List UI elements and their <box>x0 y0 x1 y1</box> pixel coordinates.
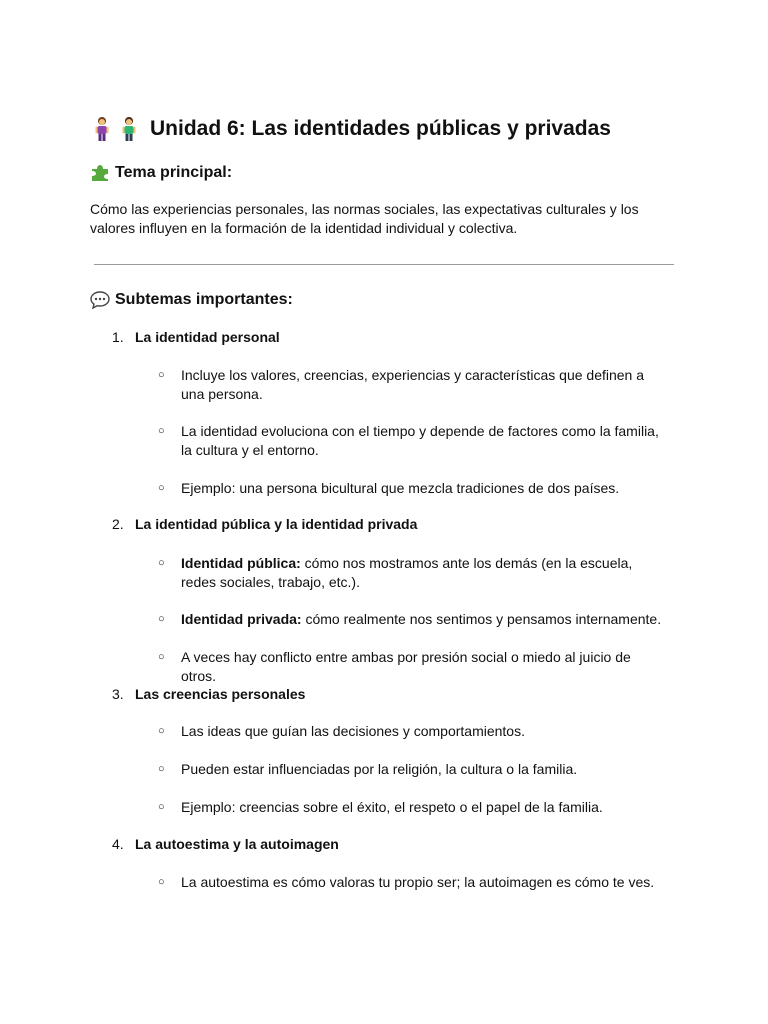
bullet-item <box>158 366 668 404</box>
tema-heading <box>90 162 232 184</box>
bullet-item <box>158 760 668 779</box>
bullet-marker: ○ <box>158 725 165 737</box>
subtemas-heading <box>90 289 293 311</box>
list-item-4 <box>112 835 339 854</box>
bullet-text: Ejemplo: una persona bicultural que mezcla tradiciones de dos países. <box>181 480 620 496</box>
bullet-text: La autoestima es cómo valoras tu propio ser; la autoimagen es cómo te ves. <box>181 874 655 890</box>
page-title-text: Unidad 6: Las identidades públicas y privadas <box>150 117 611 140</box>
horizontal-divider <box>94 264 674 265</box>
list-item-label: La identidad personal <box>135 329 280 345</box>
bullet-bold-term: Identidad privada: <box>181 611 302 627</box>
bullet-marker: ○ <box>158 425 165 437</box>
speech-bubble-icon <box>90 290 110 310</box>
bullet-text: La identidad evoluciona con el tiempo y depende de factores como la familia, la cultura y el entorno. <box>181 423 659 458</box>
bullet-marker: ○ <box>158 557 165 569</box>
page-title <box>90 114 611 144</box>
bullet-item <box>158 873 668 892</box>
bullet-item <box>158 722 668 741</box>
bullet-text: A veces hay conflicto entre ambas por presión social o miedo al juicio de otros. <box>181 649 631 684</box>
list-item-label: Las creencias personales <box>135 686 306 702</box>
bullet-text: Ejemplo: creencias sobre el éxito, el respeto o el papel de la familia. <box>181 799 603 815</box>
bullet-bold-term: Identidad pública: <box>181 555 301 571</box>
bullet-marker: ○ <box>158 369 165 381</box>
list-item-label: La identidad pública y la identidad privada <box>135 516 418 532</box>
list-number: 3. <box>112 686 124 702</box>
bullet-item <box>158 422 668 460</box>
bullet-text <box>181 554 668 592</box>
bullet-marker: ○ <box>158 801 165 813</box>
bullet-item <box>158 798 668 817</box>
list-number: 4. <box>112 836 124 852</box>
list-number: 2. <box>112 516 124 532</box>
bullet-marker: ○ <box>158 876 165 888</box>
tema-heading-text: Tema principal: <box>115 164 233 181</box>
list-number: 1. <box>112 329 124 345</box>
subtemas-heading-text: Subtemas importantes: <box>115 291 293 308</box>
people-icon <box>90 116 142 142</box>
puzzle-piece-icon <box>90 163 110 183</box>
bullet-text: Incluye los valores, creencias, experiencias y características que definen a una persona. <box>181 367 645 402</box>
bullet-marker: ○ <box>158 613 165 625</box>
bullet-item <box>158 648 668 686</box>
bullet-item <box>158 479 668 498</box>
list-item-1 <box>112 328 280 347</box>
bullet-body: cómo realmente nos sentimos y pensamos internamente. <box>301 611 662 627</box>
bullet-marker: ○ <box>158 651 165 663</box>
list-item-3 <box>112 685 305 704</box>
bullet-marker: ○ <box>158 763 165 775</box>
tema-description: Cómo las experiencias personales, las normas sociales, las expectativas culturales y los valores influyen en la formación de la identidad individual y colectiva. <box>90 201 639 236</box>
bullet-item <box>158 554 668 592</box>
list-item-2 <box>112 515 417 534</box>
list-item-label: La autoestima y la autoimagen <box>135 836 339 852</box>
bullet-item <box>158 610 668 629</box>
bullet-text: Las ideas que guían las decisiones y comportamientos. <box>181 723 525 739</box>
bullet-text <box>181 610 668 629</box>
bullet-text: Pueden estar influenciadas por la religión, la cultura o la familia. <box>181 761 578 777</box>
bullet-body: cómo nos mostramos ante los demás (en la escuela, redes sociales, trabajo, etc.). <box>181 555 633 590</box>
bullet-marker: ○ <box>158 482 165 494</box>
